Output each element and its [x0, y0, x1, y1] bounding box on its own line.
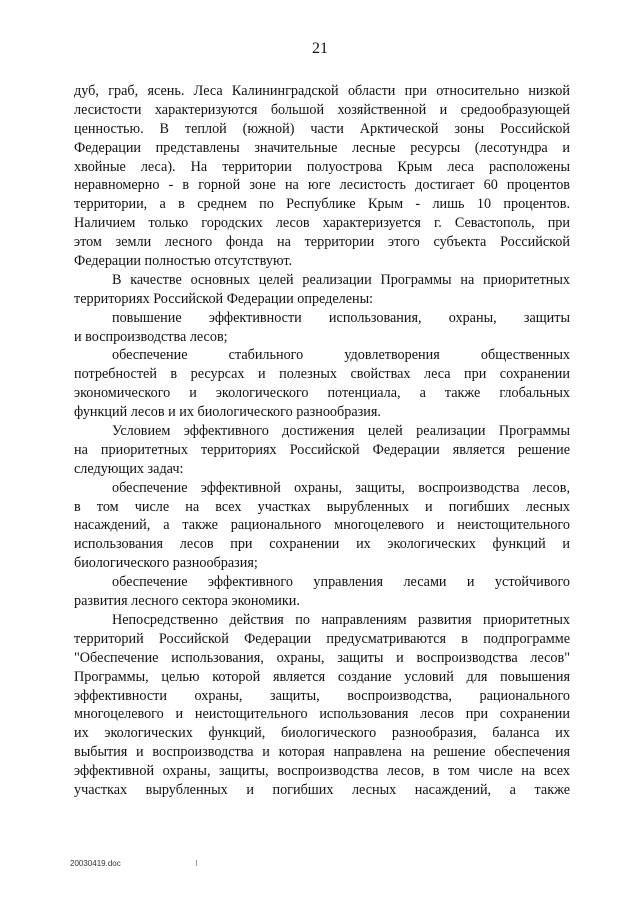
text-line: повышение эффективности использования, охраны, защиты [112, 309, 570, 326]
text-line: Условием эффективного достижения целей реализации Программы [112, 423, 570, 440]
text-line: в том числе на всех участках вырубленных и погибших лесных [74, 498, 570, 515]
text-line: обеспечение стабильного удовлетворения общественных [112, 347, 570, 364]
text-line: Программы, целью которой является создание условий для повышения [74, 668, 570, 685]
text-line: и воспроизводства лесов; [74, 328, 228, 345]
text-line: дуб, граб, ясень. Леса Калининградской области при относительно низкой [74, 83, 570, 99]
text-line: обеспечение эффективного управления лесами и устойчивого [112, 574, 570, 591]
text-line: этом земли лесного фонда на территории этого субъекта Российской [74, 234, 570, 251]
text-line: В качестве основных целей реализации Программы на приоритетных [112, 271, 570, 288]
text-line: следующих задач: [74, 460, 184, 477]
text-line: обеспечение эффективной охраны, защиты, воспроизводства лесов, [112, 479, 570, 496]
text-line: выбытия и воспроизводства и которая направлена на решение обеспечения [74, 744, 570, 761]
text-line: территории, а в среднем по Республике Крым - лишь 10 процентов. [74, 196, 570, 213]
text-line: на приоритетных территориях Российской Федерации является решение [74, 441, 570, 458]
text-line: функций лесов и их биологического разнообразия. [74, 404, 381, 421]
text-line: Непосредственно действия по направлениям развития приоритетных [112, 611, 570, 628]
page-number: 21 [312, 40, 328, 57]
text-line: Федерации полностью отсутствуют. [74, 253, 293, 270]
text-line: многоцелевого и неистощительного использования лесов при сохранении [74, 706, 570, 723]
document-body [74, 82, 570, 800]
text-line: потребностей в ресурсах и полезных свойствах леса при сохранении [74, 366, 570, 383]
text-line: эффективной охраны, защиты, воспроизводства лесов, в том числе на всех [74, 763, 570, 780]
text-line: территорий Российской Федерации предусматриваются в подпрограмме [74, 630, 570, 647]
scan-mark [196, 860, 197, 866]
text-line: развития лесного сектора экономики. [74, 593, 300, 610]
text-line: биологического разнообразия; [74, 555, 258, 572]
text-line: хвойные леса). На территории полуострова Крым леса расположены [74, 158, 570, 175]
text-line: эффективности охраны, защиты, воспроизводства, рационального [74, 687, 570, 704]
text-line: Федерации представлены значительные лесные ресурсы (лесотундра и [74, 139, 570, 156]
text-line: неравномерно - в горной зоне на юге лесистость достигает 60 процентов [74, 177, 570, 194]
footer-filename: 20030419.doc [70, 859, 121, 868]
text-line: лесистости характеризуются большой хозяйственной и средообразующей [74, 101, 570, 118]
text-line: участках вырубленных и погибших лесных насаждений, а также [74, 781, 570, 798]
text-line: использования лесов при сохранении их экологических функций и [74, 536, 570, 553]
text-line: "Обеспечение использования, охраны, защиты и воспроизводства лесов" [74, 649, 570, 666]
text-line: ценностью. В теплой (южной) части Арктической зоны Российской [74, 120, 570, 137]
text-line: Наличием только городских лесов характеризуется г. Севастополь, при [74, 215, 570, 232]
text-line: экономического и экологического потенциала, а также глобальных [74, 385, 570, 402]
text-line: насаждений, а также рационального многоцелевого и неистощительного [74, 517, 570, 534]
text-line: их экологических функций, биологического разнообразия, баланса их [74, 725, 570, 742]
text-line: территориях Российской Федерации определены: [74, 290, 374, 307]
